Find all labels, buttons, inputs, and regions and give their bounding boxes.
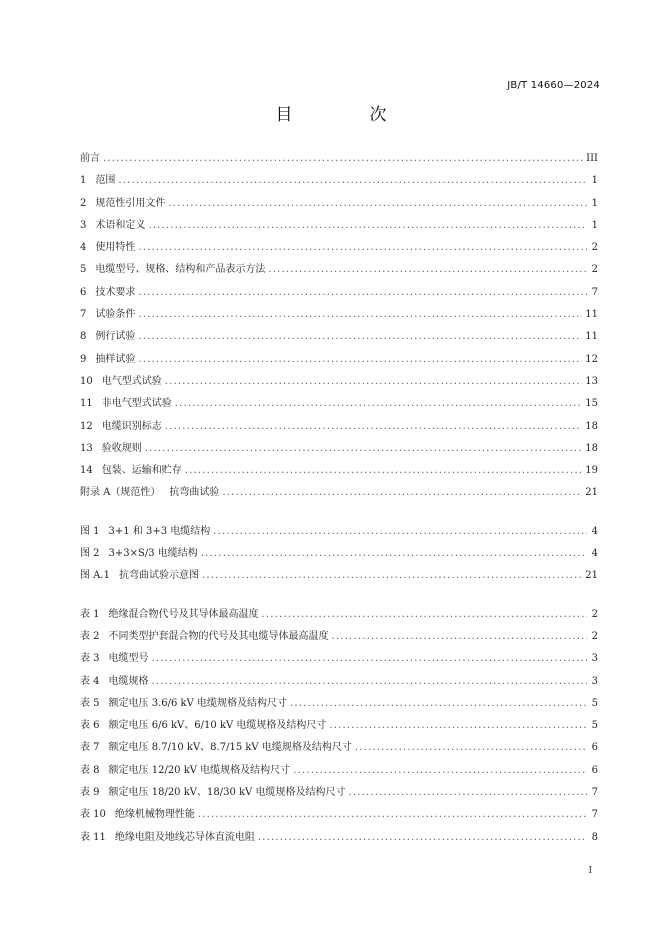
toc-entry-page: 2	[591, 608, 598, 620]
toc-entry-label: 前言	[80, 153, 100, 164]
toc-entry-page: 7	[591, 286, 598, 298]
toc-entry-page: 6	[591, 742, 598, 754]
toc-entry-page: 2	[591, 264, 598, 276]
toc-dot-leader	[175, 393, 583, 415]
toc-entry-label: 试验条件	[95, 309, 136, 321]
toc-dot-leader	[185, 460, 583, 482]
toc-dot-leader	[258, 827, 587, 849]
toc-entry-label: 3+3×S/3 电缆结构	[108, 548, 198, 560]
toc-section-entry[interactable]	[80, 193, 598, 215]
toc-entry-label: 电缆型号、规格、结构和产品表示方法	[95, 264, 266, 276]
toc-entry-page: 1	[591, 175, 598, 187]
toc-entry-page: 2	[591, 630, 598, 642]
toc-figures-group	[80, 521, 598, 588]
toc-table-entry[interactable]	[80, 760, 598, 782]
document-id: JB/T 14660—2024	[507, 80, 600, 91]
toc-entry-page: III	[586, 153, 598, 164]
toc-entry-page: 13	[585, 375, 598, 387]
toc-section-entry[interactable]	[80, 482, 598, 504]
toc-entry-label: 抽样试验	[95, 353, 136, 365]
toc-dot-leader	[329, 715, 587, 737]
toc-table-entry[interactable]	[80, 715, 598, 737]
toc-section-entry[interactable]	[80, 237, 598, 259]
toc-table-entry[interactable]	[80, 737, 598, 759]
toc-entry-page: 12	[585, 353, 598, 365]
toc-dot-leader	[355, 737, 587, 759]
toc-entry-page: 3	[591, 675, 598, 687]
toc-entry-number: 14	[80, 465, 93, 477]
toc-section-entry[interactable]	[80, 371, 598, 393]
toc-sections-group	[80, 148, 598, 505]
toc-entry-number: 2	[80, 197, 87, 209]
toc-entry-label: 额定电压 12/20 kV 电缆规格及结构尺寸	[108, 764, 291, 776]
toc-section-entry[interactable]	[80, 259, 598, 281]
toc-entry-page: 21	[585, 487, 598, 499]
page-number: I	[588, 866, 592, 876]
toc-entry-page: 11	[585, 331, 598, 343]
toc-entry-number: 5	[80, 264, 87, 276]
toc-entry-label: 额定电压 6/6 kV、6/10 kV 电缆规格及结构尺寸	[108, 720, 327, 732]
toc-dot-leader	[138, 282, 587, 304]
toc-dot-leader	[103, 148, 583, 170]
toc-entry-page: 18	[585, 442, 598, 454]
toc-entry-label: 额定电压 18/20 kV、18/30 kV 电缆规格及结构尺寸	[108, 787, 346, 799]
toc-entry-number: 表 5	[80, 697, 100, 709]
toc-entry-number: 表 6	[80, 720, 100, 732]
toc-dot-leader	[152, 648, 587, 670]
toc-entry-page: 11	[585, 309, 598, 321]
toc-entry-number: 8	[80, 331, 87, 343]
page-title: 目 次	[275, 105, 417, 125]
toc-entry-label: 规范性引用文件	[95, 197, 166, 209]
toc-table-entry[interactable]	[80, 827, 598, 849]
toc-entry-label: 不同类型护套混合物的代号及其电缆导体最高温度	[108, 630, 329, 642]
toc-figure-entry[interactable]	[80, 565, 598, 587]
toc-entry-label: 绝缘电阻及地线芯导体直流电阻	[114, 831, 255, 843]
toc-table-entry[interactable]	[80, 604, 598, 626]
toc-entry-number: 表 2	[80, 630, 100, 642]
toc-table-entry[interactable]	[80, 671, 598, 693]
toc-entry-number: 图 2	[80, 548, 100, 560]
toc-entry-page: 1	[591, 197, 598, 209]
toc-figure-entry[interactable]	[80, 543, 598, 565]
toc-entry-page: 7	[591, 809, 598, 821]
toc-dot-leader	[201, 543, 587, 565]
toc-entry-page: 7	[591, 787, 598, 799]
toc-entry-page: 6	[591, 764, 598, 776]
toc-entry-page: 4	[591, 548, 598, 560]
toc-entry-number: 表 9	[80, 787, 100, 799]
toc-entry-page: 18	[585, 420, 598, 432]
toc-dot-leader	[138, 237, 587, 259]
toc-entry-page: 19	[585, 465, 598, 477]
toc-section-entry[interactable]	[80, 326, 598, 348]
toc-section-entry[interactable]	[80, 460, 598, 482]
toc-entry-label: 额定电压 3.6/6 kV 电缆规格及结构尺寸	[108, 697, 287, 709]
toc-entry-number: 表 7	[80, 742, 100, 754]
toc-entry-label: 非电气型式试验	[101, 398, 172, 410]
toc-dot-leader	[268, 259, 587, 281]
toc-entry-number: 表 8	[80, 764, 100, 776]
toc-dot-leader	[332, 626, 587, 648]
toc-dot-leader	[148, 215, 587, 237]
toc-dot-leader	[152, 671, 587, 693]
toc-entry-label: 抗弯曲试验示意图	[118, 570, 199, 582]
toc-dot-leader	[348, 782, 587, 804]
toc-entry-number: 11	[80, 398, 93, 410]
toc-dot-leader	[222, 482, 582, 504]
toc-entry-number: 图 A.1	[80, 570, 110, 582]
toc-entry-number: 表 1	[80, 608, 100, 620]
toc-entry-number: 13	[80, 442, 93, 454]
toc-entry-number: 表 3	[80, 653, 100, 665]
toc-section-entry[interactable]	[80, 148, 598, 170]
toc-entry-number: 10	[80, 375, 93, 387]
toc-entry-number: 12	[80, 420, 93, 432]
toc-figure-entry[interactable]	[80, 521, 598, 543]
toc-entry-label: 电缆规格	[108, 675, 149, 687]
toc-table-entry[interactable]	[80, 648, 598, 670]
toc-dot-leader	[138, 326, 582, 348]
toc-dot-leader	[262, 604, 587, 626]
toc-dot-leader	[202, 565, 582, 587]
toc-entry-number: 表 11	[80, 831, 106, 843]
toc-entry-label: 绝缘机械物理性能	[114, 809, 195, 821]
toc-entry-label: 术语和定义	[95, 219, 146, 231]
toc-section-entry[interactable]	[80, 282, 598, 304]
toc-entry-label: 抗弯曲试验	[169, 487, 220, 499]
toc-entry-label: 验收规则	[101, 442, 142, 454]
toc-dot-leader	[138, 304, 582, 326]
toc-section-entry[interactable]	[80, 215, 598, 237]
toc-entry-number: 1	[80, 175, 87, 187]
toc-table-entry[interactable]	[80, 693, 598, 715]
toc-entry-label: 范围	[95, 175, 116, 187]
toc-section-entry[interactable]	[80, 349, 598, 371]
toc-dot-leader	[213, 521, 587, 543]
toc-entry-label: 额定电压 8.7/10 kV、8.7/15 kV 电缆规格及结构尺寸	[108, 742, 352, 754]
toc-entry-page: 1	[591, 219, 598, 231]
toc-entry-label: 技术要求	[95, 286, 136, 298]
toc-dot-leader	[118, 170, 587, 192]
toc-entry-number: 表 4	[80, 675, 100, 687]
table-of-contents	[80, 148, 598, 849]
toc-entry-number: 9	[80, 353, 87, 365]
toc-entry-label: 电缆识别标志	[101, 420, 162, 432]
toc-dot-leader	[198, 804, 587, 826]
toc-dot-leader	[293, 760, 587, 782]
toc-dot-leader	[165, 416, 583, 438]
toc-section-entry[interactable]	[80, 416, 598, 438]
toc-dot-leader	[138, 349, 582, 371]
toc-entry-number: 7	[80, 309, 87, 321]
toc-section-entry[interactable]	[80, 304, 598, 326]
toc-entry-label: 3+1 和 3+3 电缆结构	[108, 525, 211, 537]
toc-table-entry[interactable]	[80, 804, 598, 826]
toc-dot-leader	[290, 693, 587, 715]
toc-dot-leader	[145, 438, 583, 460]
toc-entry-page: 2	[591, 242, 598, 254]
toc-entry-page: 5	[591, 720, 598, 732]
toc-entry-label: 电缆型号	[108, 653, 149, 665]
toc-entry-number: 3	[80, 219, 87, 231]
toc-dot-leader	[168, 193, 587, 215]
toc-table-entry[interactable]	[80, 782, 598, 804]
toc-section-entry[interactable]	[80, 438, 598, 460]
toc-entry-number: 图 1	[80, 525, 100, 537]
toc-dot-leader	[165, 371, 583, 393]
toc-entry-label: 使用特性	[95, 242, 136, 254]
toc-entry-page: 4	[591, 525, 598, 537]
toc-tables-group	[80, 604, 598, 849]
toc-entry-page: 15	[585, 398, 598, 410]
toc-entry-label: 例行试验	[95, 331, 136, 343]
toc-entry-label: 绝缘混合物代号及其导体最高温度	[108, 608, 259, 620]
toc-table-entry[interactable]	[80, 626, 598, 648]
toc-entry-page: 8	[591, 831, 598, 843]
toc-entry-number: 附录 A（规范性）	[80, 487, 161, 499]
toc-entry-page: 3	[591, 653, 598, 665]
toc-entry-page: 21	[585, 570, 598, 582]
toc-entry-number: 表 10	[80, 809, 106, 821]
toc-entry-number: 6	[80, 286, 87, 298]
toc-entry-label: 包装、运输和贮存	[101, 465, 182, 477]
toc-section-entry[interactable]	[80, 170, 598, 192]
toc-section-entry[interactable]	[80, 393, 598, 415]
toc-entry-page: 5	[591, 697, 598, 709]
toc-entry-number: 4	[80, 242, 87, 254]
toc-entry-label: 电气型式试验	[101, 375, 162, 387]
